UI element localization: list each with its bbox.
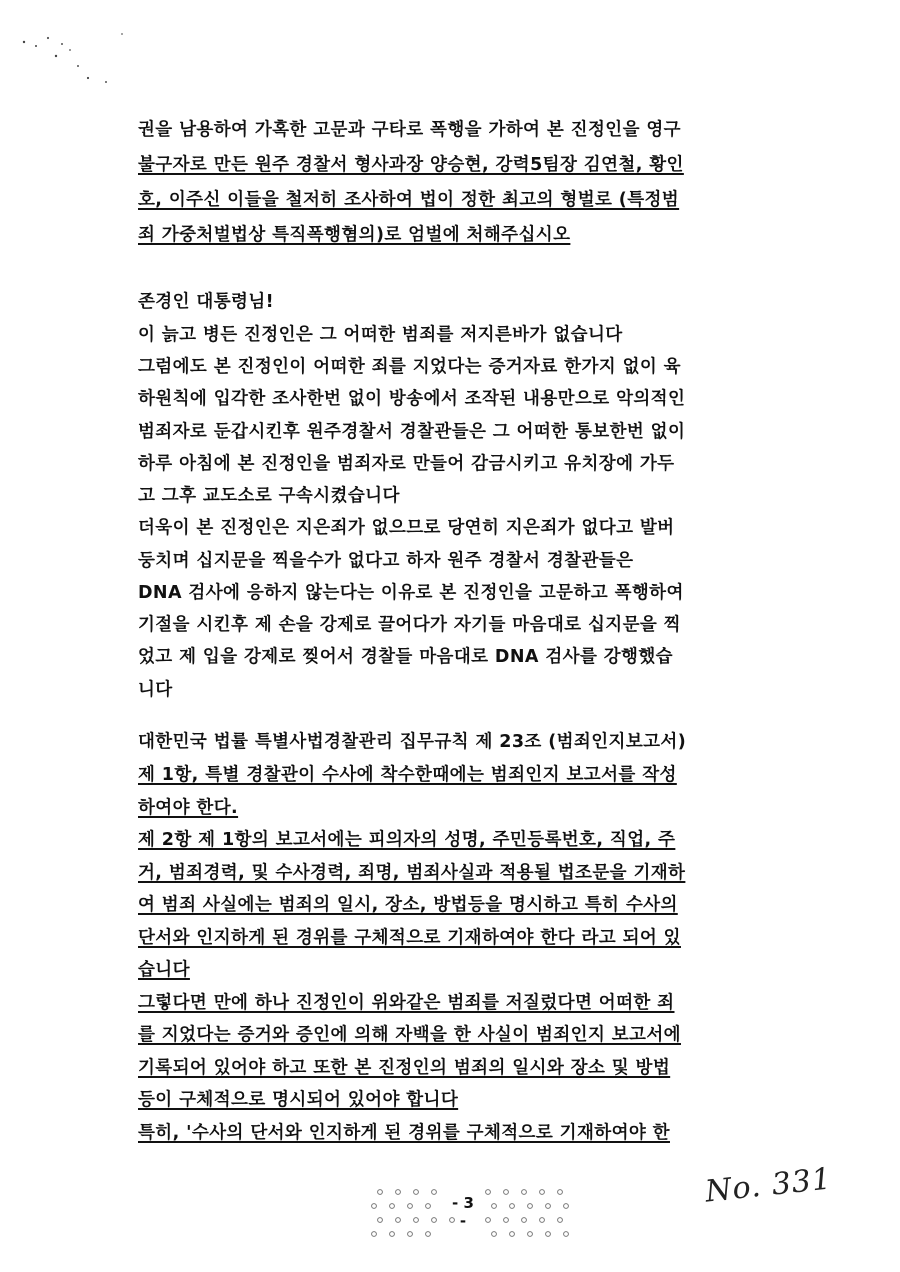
law-heading-line: 대한민국 법률 특별사법경찰관리 집무규칙 제 23조 (범죄인지보고서) — [138, 732, 687, 752]
text-line: 등이 구체적으로 명시되어 있어야 합니다 — [138, 1090, 459, 1110]
text-line: 기절을 시킨후 제 손을 강제로 끌어다가 자기들 마음대로 십지문을 찍 — [138, 615, 681, 635]
salutation-line: 존경인 대통령님! — [138, 292, 275, 312]
text-line: 그렇다면 만에 하나 진정인이 위와같은 범죄를 저질렀다면 어떠한 죄 — [138, 993, 675, 1013]
text-line: 호, 이주신 이들을 철저히 조사하여 법이 정한 최고의 형벌로 (특정범 — [138, 190, 680, 210]
text-line: 둥치며 십지문을 찍을수가 없다고 하자 원주 경찰서 경찰관들은 — [138, 551, 634, 571]
law-clause-line: 하여야 한다. — [138, 798, 239, 818]
text-line: 특히, '수사의 단서와 인지하게 된 경위를 구체적으로 기재하여야 한 — [138, 1123, 670, 1143]
text-line: 하루 아침에 본 진정인을 범죄자로 만들어 감금시키고 유치장에 가두 — [138, 454, 675, 474]
handwritten-document-number: No. 331 — [703, 1161, 834, 1210]
text-line: 이 늙고 병든 진정인은 그 어떠한 범죄를 저지른바가 없습니다 — [138, 325, 623, 345]
law-clause-line: 제 2항 제 1항의 보고서에는 피의자의 성명, 주민등록번호, 직업, 주 — [138, 830, 676, 850]
text-line: 하원칙에 입각한 조사한번 없이 방송에서 조작된 내용만으로 악의적인 — [138, 389, 686, 409]
text-line: 권을 남용하여 가혹한 고문과 구타로 폭행을 가하여 본 진정인을 영구 — [138, 120, 681, 140]
page-number: - 3 - — [452, 1194, 474, 1230]
text-line: 죄 가중처벌법상 특직폭행혐의)로 엄벌에 처해주십시오 — [138, 225, 571, 245]
text-line: 그럼에도 본 진정인이 어떠한 죄를 지었다는 증거자료 한가지 없이 육 — [138, 357, 681, 377]
text-line: 범죄자로 둔갑시킨후 원주경찰서 경찰관들은 그 어떠한 통보한번 없이 — [138, 422, 686, 442]
text-line: 더욱이 본 진정인은 지은죄가 없으므로 당연히 지은죄가 없다고 발버 — [138, 518, 675, 538]
seal-stamp-dots — [370, 1186, 590, 1246]
text-line: 고 그후 교도소로 구속시켰습니다 — [138, 486, 400, 506]
text-line: 니다 — [138, 680, 173, 700]
text-line: 불구자로 만든 원주 경찰서 형사과장 양승현, 강력5팀장 김연철, 황인 — [138, 155, 684, 175]
law-clause-line: 단서와 인지하게 된 경위를 구체적으로 기재하여야 한다 라고 되어 있 — [138, 928, 681, 948]
law-clause-line: 제 1항, 특별 경찰관이 수사에 착수한때에는 범죄인지 보고서를 작성 — [138, 765, 677, 785]
law-clause-line: 거, 범죄경력, 및 수사경력, 죄명, 범죄사실과 적용될 법조문을 기재하 — [138, 863, 686, 883]
law-clause-line: 습니다 — [138, 960, 190, 980]
text-line: 었고 제 입을 강제로 찢어서 경찰들 마음대로 DNA 검사를 강행했습 — [138, 647, 673, 667]
scan-speckle-marks — [18, 20, 138, 90]
text-line: DNA 검사에 응하지 않는다는 이유로 본 진정인을 고문하고 폭행하여 — [138, 583, 684, 603]
text-line: 를 지었다는 증거와 증인에 의해 자백을 한 사실이 범죄인지 보고서에 — [138, 1025, 681, 1045]
law-clause-line: 여 범죄 사실에는 범죄의 일시, 장소, 방법등을 명시하고 특히 수사의 — [138, 895, 678, 915]
text-line: 기록되어 있어야 하고 또한 본 진정인의 범죄의 일시와 장소 및 방법 — [138, 1058, 671, 1078]
